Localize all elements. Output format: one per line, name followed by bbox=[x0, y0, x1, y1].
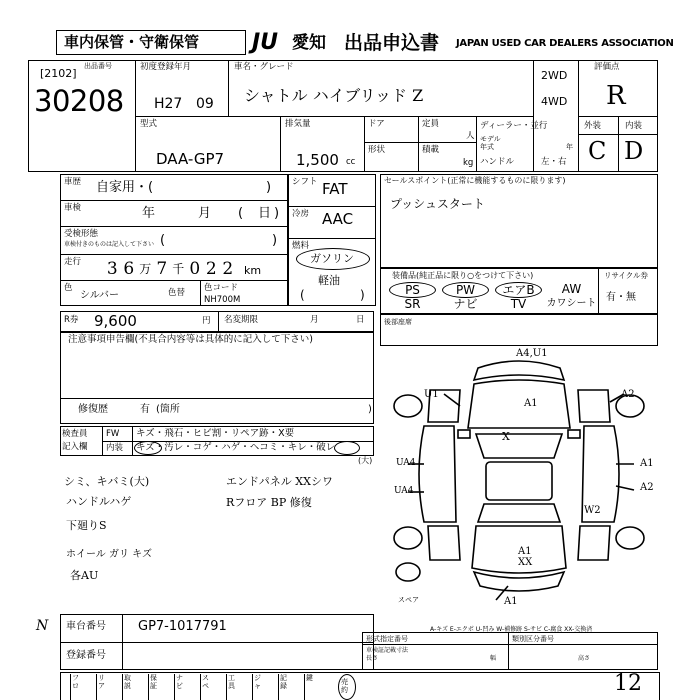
accept-paren-open: ( bbox=[160, 233, 166, 248]
drive-2wd[interactable]: 2WD bbox=[541, 69, 568, 82]
bottom-column-label: スペ bbox=[200, 674, 210, 700]
cooling-label: 冷房 bbox=[292, 209, 310, 219]
sales-point-label: セールスポイント(正常に機能するものに限ります) bbox=[384, 176, 566, 185]
door-label: ドア bbox=[368, 119, 385, 129]
repair-place: (箇所 bbox=[156, 404, 180, 415]
ju-logo: JU bbox=[252, 30, 279, 55]
bottom-column-label: ナビ bbox=[174, 674, 184, 700]
bottom-column-label: ジャ bbox=[252, 674, 262, 700]
color-label: 色 bbox=[64, 283, 73, 293]
mark-left-door-2: UA4 bbox=[394, 486, 414, 496]
type-value: DAA-GP7 bbox=[156, 150, 225, 168]
checker-label-2: 記入欄 bbox=[62, 442, 88, 452]
checker-tear-circle bbox=[334, 441, 360, 455]
fuel-paren-close: ) bbox=[360, 288, 365, 302]
reg-expiry-label: 名変期限 bbox=[224, 315, 259, 325]
repair-value[interactable]: 有 bbox=[140, 404, 150, 415]
rear-seat-label: 後部座席 bbox=[384, 318, 412, 326]
recycle-label: リサイクル券 bbox=[604, 271, 648, 280]
accept-paren-close: ) bbox=[272, 233, 278, 248]
bottom-column-label: フロ bbox=[70, 674, 80, 700]
mileage-digit: 7 bbox=[156, 259, 168, 279]
diagram-rear-bumper bbox=[474, 572, 564, 591]
displacement-value: 1,500 bbox=[296, 151, 339, 169]
lot-label: 出品番号 bbox=[84, 62, 112, 70]
grade-value: R bbox=[606, 81, 626, 111]
diagram-spare-tire bbox=[396, 563, 420, 581]
sales-point-box bbox=[380, 174, 658, 268]
accept-label: 受検形態 bbox=[64, 229, 99, 239]
reg-expiry-month: 月 bbox=[310, 315, 319, 325]
car-damage-diagram bbox=[378, 346, 660, 612]
diagram-front-bumper bbox=[474, 361, 564, 380]
equipment-item[interactable]: TV bbox=[510, 297, 527, 311]
capacity-label: 定員 bbox=[422, 119, 440, 129]
bottom-column-label: 工具 bbox=[226, 674, 236, 700]
mark-right-fender: A2 bbox=[621, 389, 635, 400]
diagram-mirror-right bbox=[568, 430, 580, 438]
model-value: シャトル ハイブリッド Z bbox=[244, 86, 424, 105]
spec-width: 幅 bbox=[490, 655, 497, 662]
equipment-item[interactable]: SR bbox=[404, 297, 421, 311]
sold-label: 売約 bbox=[341, 678, 348, 694]
load-unit: kg bbox=[463, 158, 474, 168]
bottom-number: 12 bbox=[614, 671, 642, 696]
equipment-item[interactable]: PS bbox=[389, 282, 436, 298]
inspector-note-2: ハンドルハゲ bbox=[66, 495, 132, 508]
chassis-value: GP7-1017791 bbox=[138, 619, 227, 634]
inspector-note-right-2: Rフロア BP 修復 bbox=[226, 496, 312, 509]
inspection-label: 車検 bbox=[64, 203, 82, 213]
spec-class-no: 類別区分番号 bbox=[512, 635, 554, 643]
fuel-light[interactable]: 軽油 bbox=[318, 274, 340, 287]
bottom-column-label: 鍵 bbox=[304, 674, 314, 700]
fuel-paren-open: ( bbox=[300, 288, 305, 302]
lot-code: 2102 bbox=[44, 67, 73, 80]
spec-length: 長さ bbox=[366, 655, 379, 662]
mark-left-fender: U1 bbox=[424, 389, 439, 400]
inspector-note-3: 下廻りS bbox=[66, 519, 107, 532]
checker-row1: キズ・飛石・ヒビ割・リペア跡・X要 bbox=[136, 428, 295, 439]
usage-label: 車歴 bbox=[64, 177, 82, 187]
tax-unit: 円 bbox=[202, 316, 211, 326]
bottom-column-label: 記録 bbox=[278, 674, 288, 700]
lot-code-bracket: [2102] bbox=[40, 67, 77, 80]
type-label: 型式 bbox=[140, 119, 158, 129]
usage-close: ) bbox=[266, 180, 272, 195]
interior-value: D bbox=[624, 137, 644, 165]
first-reg-month: 09 bbox=[196, 96, 214, 112]
mileage-digit: 0 bbox=[189, 259, 201, 279]
prefecture-label: 愛知 bbox=[292, 33, 326, 53]
inspector-note-right-1: エンドパネル XXシワ bbox=[226, 475, 333, 488]
equipment-item[interactable]: カワシート bbox=[546, 298, 597, 309]
diagram-hood bbox=[468, 380, 570, 428]
color-code-label: 色コード bbox=[204, 283, 239, 293]
equipment-grid bbox=[386, 282, 598, 312]
damage-legend: A-キズ E-エクボ U-凹み W-補修跡 S-サビ C-腐食 XX-交換済 bbox=[430, 626, 593, 633]
checker-row2-cat: 内装 bbox=[106, 443, 124, 453]
diagram-wheel-rr bbox=[616, 527, 644, 549]
shift-value: FAT bbox=[322, 180, 348, 198]
equipment-item[interactable]: ナビ bbox=[453, 297, 478, 311]
inspection-month: 月 bbox=[198, 206, 212, 221]
load-label: 積載 bbox=[422, 145, 440, 155]
margin-mark: N bbox=[36, 618, 49, 634]
mileage-digit: 6 bbox=[123, 259, 135, 279]
inspection-paren-close: ) bbox=[274, 206, 280, 221]
handle-label: ハンドル bbox=[480, 157, 515, 167]
year-unit: 年 bbox=[566, 143, 573, 151]
bottom-column-label: 取説 bbox=[122, 674, 132, 700]
form-title: 出品申込書 bbox=[344, 32, 440, 54]
grade-label: 評価点 bbox=[594, 62, 620, 72]
diagram-mirror-left bbox=[458, 430, 470, 438]
checker-label: 検査員 bbox=[62, 429, 88, 439]
notes-label: 注意事項申告欄(不具合内容等は具体的に記入して下さい) bbox=[68, 334, 313, 345]
mark-right-door-2: A2 bbox=[640, 482, 654, 493]
reg-number-label: 登録番号 bbox=[66, 650, 106, 661]
accept-sub: 車検付きのものは記入して下さい bbox=[64, 241, 155, 248]
checker-scratch-circle bbox=[134, 441, 162, 455]
diagram-wheel-rl bbox=[394, 527, 422, 549]
chassis-label: 車台番号 bbox=[66, 621, 106, 632]
mark-windshield: X bbox=[502, 430, 510, 443]
first-reg-label: 初度登録年月 bbox=[140, 62, 192, 72]
mark-right-door-1: A1 bbox=[640, 458, 654, 469]
drive-4wd[interactable]: 4WD bbox=[541, 95, 568, 108]
displacement-label: 排気量 bbox=[285, 119, 311, 129]
tax-label: R券 bbox=[64, 315, 79, 325]
diagram-windshield bbox=[476, 434, 562, 458]
first-reg-era: H27 bbox=[154, 96, 183, 112]
usage-value: 自家用・( bbox=[96, 180, 154, 195]
mileage-digit: 2 bbox=[205, 259, 217, 279]
diagram-right-fender bbox=[578, 390, 610, 422]
storage-label: 車内保管・守衛保管 bbox=[64, 33, 200, 51]
checker-row2-suffix: (大) bbox=[358, 456, 373, 465]
interior-label: 内装 bbox=[625, 121, 643, 131]
mark-right-quarter: W2 bbox=[584, 505, 601, 516]
spare-label: スペア bbox=[398, 596, 419, 604]
color-change-label: 色替 bbox=[168, 288, 186, 298]
cooling-value: AAC bbox=[322, 210, 354, 228]
mileage-label: 走行 bbox=[64, 257, 82, 267]
tax-value: 9,600 bbox=[94, 312, 137, 330]
mileage-digits bbox=[104, 259, 236, 279]
color-code-value: NH700M bbox=[204, 295, 241, 305]
equipment-item[interactable]: AW bbox=[561, 282, 582, 296]
checker-row2: キズ・汚レ・コゲ・ハゲ・ヘコミ・キレ・破レ bbox=[136, 442, 336, 453]
inspector-note-1: シミ、キバミ(大) bbox=[64, 475, 150, 488]
mark-trunk: A1 XX bbox=[518, 546, 533, 568]
spec-model-no: 形式指定番号 bbox=[366, 635, 408, 643]
model-label: 車名・グレード bbox=[234, 62, 294, 72]
dealer-label: ディーラー・並行 bbox=[480, 121, 548, 131]
mark-front: A4,U1 bbox=[516, 348, 548, 359]
model-year-label: モデル bbox=[480, 135, 501, 143]
inspection-paren-open: ( bbox=[238, 206, 244, 221]
mileage-digit: 3 bbox=[106, 259, 118, 279]
repair-close: ) bbox=[368, 404, 372, 415]
exterior-label: 外装 bbox=[584, 121, 602, 131]
diagram-rear-window bbox=[478, 504, 560, 522]
sales-point-value: プッシュスタート bbox=[390, 197, 485, 211]
repair-label: 修復歴 bbox=[78, 404, 108, 415]
equipment-item[interactable]: PW bbox=[442, 282, 489, 298]
association-name: JAPAN USED CAR DEALERS ASSOCIATION bbox=[456, 38, 674, 49]
mileage-digit: 千 bbox=[172, 262, 185, 276]
mark-left-door-1: UA4 bbox=[396, 458, 416, 468]
shape-label: 形状 bbox=[368, 145, 386, 155]
equipment-item[interactable]: エアB bbox=[495, 282, 542, 298]
lot-number: 30208 bbox=[34, 84, 124, 118]
mileage-digit: 2 bbox=[222, 259, 234, 279]
capacity-unit: 人 bbox=[466, 131, 475, 141]
spec-dimensions: 車検証記載寸法 bbox=[366, 647, 409, 654]
diagram-left-side bbox=[419, 426, 456, 522]
fuel-gas[interactable]: ガソリン bbox=[310, 252, 354, 265]
mark-rear-bumper: A1 bbox=[504, 596, 518, 607]
diagram-roof bbox=[486, 462, 552, 500]
recycle-option[interactable]: 有・無 bbox=[606, 292, 636, 303]
diagram-left-quarter bbox=[428, 526, 460, 560]
equipment-label: 装備品(純正品に限り○をつけて下さい) bbox=[392, 271, 534, 280]
color-value: シルバー bbox=[80, 290, 120, 301]
bottom-column-label: 保証 bbox=[148, 674, 158, 700]
inspector-note-5: 各AU bbox=[70, 569, 99, 582]
bottom-columns bbox=[60, 674, 360, 700]
inspection-day: 日 bbox=[258, 206, 272, 221]
spec-height: 高さ bbox=[578, 655, 591, 662]
diagram-wheel-fl bbox=[394, 395, 422, 417]
shift-label: シフト bbox=[292, 177, 318, 187]
year-label: 年式 bbox=[480, 143, 494, 151]
handle-options: 左・右 bbox=[541, 157, 567, 167]
mileage-digit: 万 bbox=[139, 262, 152, 276]
fuel-label: 燃料 bbox=[292, 241, 310, 251]
checker-row1-cat: FW bbox=[106, 429, 120, 439]
diagram-right-quarter bbox=[578, 526, 610, 560]
mileage-unit: km bbox=[244, 264, 262, 277]
reg-expiry-day: 日 bbox=[356, 315, 365, 325]
exterior-value: C bbox=[588, 137, 607, 165]
inspection-year: 年 bbox=[142, 206, 156, 221]
displacement-unit: cc bbox=[346, 157, 356, 167]
mark-hood: A1 bbox=[524, 398, 538, 409]
rear-seat-box bbox=[380, 314, 658, 346]
inspector-note-4: ホイール ガリ キズ bbox=[66, 549, 152, 560]
bottom-column-label: リア bbox=[96, 674, 106, 700]
